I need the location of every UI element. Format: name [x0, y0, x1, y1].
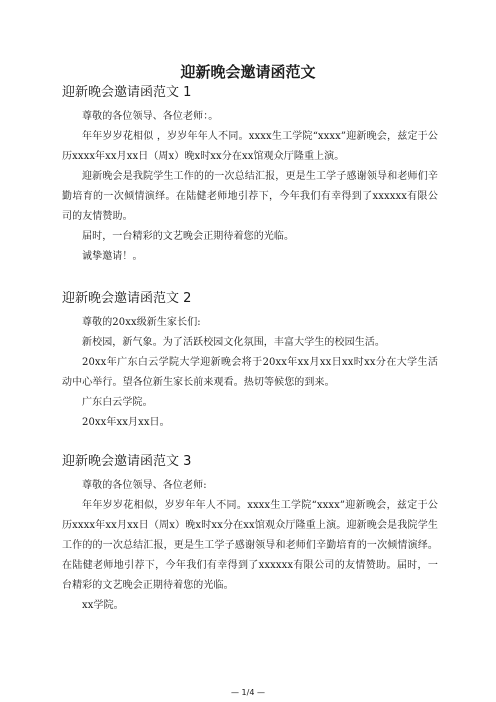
paragraph: 年年岁岁花相似 ，岁岁年年人不同。xxxx生工学院“xxxx”迎新晚会，兹定于公历xxxx年xx月xx日（周x）晚x时xx分在xx馆观众厅隆重上演。 — [62, 131, 438, 162]
paragraph: 尊敬的各位领导、各位老师：。 — [82, 111, 219, 122]
paragraph: 新校园，新气象。为了活跃校园文化氛围，丰富大学生的校园生活。 — [82, 337, 385, 348]
section-3 — [62, 453, 438, 616]
paragraph: 20xx年xx月xx日。 — [82, 417, 170, 428]
section-heading: 迎新晚会邀请函范文 1 — [62, 85, 192, 100]
paragraph: 广东白云学院。 — [82, 397, 153, 408]
section-1 — [62, 84, 438, 267]
section-heading: 迎新晚会邀请函范文 3 — [62, 454, 192, 469]
paragraph: 迎新晚会是我院学生工作的的一次总结汇报，更是生工学子感谢领导和老师们辛勤培育的一次倾情演绎。在陆健老师地引荐下，今年我们有幸得到了xxxxxx有限公司的友情赞助。 — [62, 171, 438, 222]
paragraph: 尊敬的20xx级新生家长们: — [82, 317, 201, 328]
paragraph: 20xx年广东白云学院大学迎新晚会将于20xx年xx月xx日xx时xx分在大学生活动中心举行。望各位新生家长前来观看。热切等候您的到来。 — [62, 357, 438, 388]
section-2 — [62, 290, 438, 433]
paragraph: 诚挚邀请！。 — [82, 251, 143, 262]
paragraph: 届时，一台精彩的文艺晚会正期待着您的光临。 — [82, 231, 295, 242]
section-heading: 迎新晚会邀请函范文 2 — [62, 291, 192, 306]
page-number: — 1/4 — — [231, 688, 265, 697]
paragraph: xx学院。 — [82, 600, 124, 611]
document-title: 迎新晚会邀请函范文 — [180, 63, 316, 81]
paragraph: 尊敬的各位领导、各位老师: — [82, 480, 207, 491]
paragraph: 年年岁岁花相似，岁岁年年人不同。xxxx生工学院“xxxx”迎新晚会，兹定于公历xxxx年xx月xx日（周x）晚x时xx分在xx馆观众厅隆重上演。迎新晚会是我院学生工作的的一次总结汇报，更是生工学子感谢领导和老师们辛勤培育的一次倾情演绎。在陆健老师地引荐下，今年我们有幸得到了xxxxxx有限公司的友情赞助。届时，一台精彩的文艺晚会正期待着您的光临。 — [62, 500, 438, 591]
